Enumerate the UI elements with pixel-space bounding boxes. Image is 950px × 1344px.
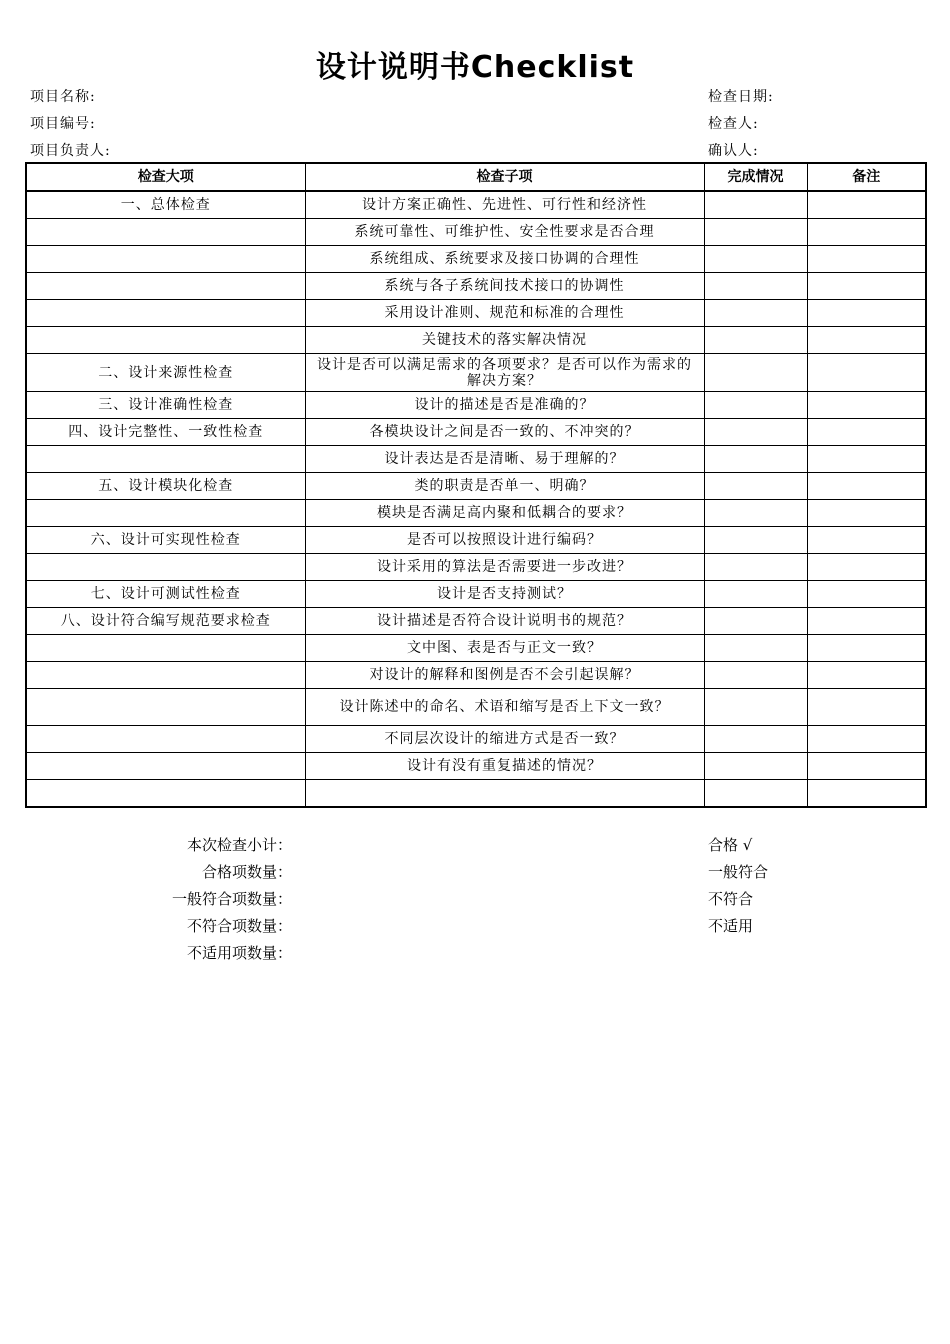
remark-cell[interactable]	[807, 473, 926, 500]
item-cell: 设计陈述中的命名、术语和缩写是否上下文一致？	[305, 689, 704, 726]
category-cell	[26, 327, 305, 354]
remark-cell[interactable]	[807, 446, 926, 473]
header-item: 检查子项	[305, 163, 704, 191]
status-cell[interactable]	[704, 689, 807, 726]
status-cell[interactable]	[704, 500, 807, 527]
item-cell: 系统组成、系统要求及接口协调的合理性	[305, 246, 704, 273]
category-cell: 七、设计可测试性检查	[26, 581, 305, 608]
item-cell: 设计是否可以满足需求的各项要求？是否可以作为需求的解决方案？	[305, 354, 704, 392]
status-cell[interactable]	[704, 273, 807, 300]
status-cell[interactable]	[704, 354, 807, 392]
table-row	[26, 581, 926, 608]
status-cell[interactable]	[704, 246, 807, 273]
status-cell[interactable]	[704, 554, 807, 581]
legend-pass: 合格 √	[708, 836, 753, 854]
remark-cell[interactable]	[807, 191, 926, 219]
category-cell	[26, 662, 305, 689]
table-row	[26, 246, 926, 273]
item-cell: 类的职责是否单一、明确？	[305, 473, 704, 500]
table-row	[26, 473, 926, 500]
category-cell	[26, 446, 305, 473]
item-cell: 各模块设计之间是否一致的、不冲突的？	[305, 419, 704, 446]
remark-cell[interactable]	[807, 780, 926, 808]
item-cell: 系统与各子系统间技术接口的协调性	[305, 273, 704, 300]
table-row	[26, 327, 926, 354]
remark-cell[interactable]	[807, 753, 926, 780]
project-name-label: 项目名称:	[30, 89, 96, 105]
project-number-label: 项目编号:	[30, 116, 96, 132]
status-cell[interactable]	[704, 392, 807, 419]
status-cell[interactable]	[704, 419, 807, 446]
check-date-label: 检查日期:	[708, 89, 774, 105]
category-cell: 三、设计准确性检查	[26, 392, 305, 419]
item-cell: 设计有没有重复描述的情况？	[305, 753, 704, 780]
category-cell: 八、设计符合编写规范要求检查	[26, 608, 305, 635]
category-cell	[26, 753, 305, 780]
category-cell: 五、设计模块化检查	[26, 473, 305, 500]
remark-cell[interactable]	[807, 392, 926, 419]
na-count-label: 不适用项数量：	[186, 944, 292, 962]
item-cell: 关键技术的落实解决情况	[305, 327, 704, 354]
table-row	[26, 273, 926, 300]
table-row	[26, 608, 926, 635]
remark-cell[interactable]	[807, 689, 926, 726]
table-row	[26, 419, 926, 446]
status-cell[interactable]	[704, 753, 807, 780]
category-cell	[26, 500, 305, 527]
category-cell	[26, 273, 305, 300]
legend-fail: 不符合	[708, 890, 754, 908]
status-cell[interactable]	[704, 780, 807, 808]
project-lead-label: 项目负责人:	[30, 143, 111, 159]
status-cell[interactable]	[704, 635, 807, 662]
item-cell: 模块是否满足高内聚和低耦合的要求？	[305, 500, 704, 527]
item-cell: 设计表达是否是清晰、易于理解的？	[305, 446, 704, 473]
item-cell: 设计是否支持测试？	[305, 581, 704, 608]
status-cell[interactable]	[704, 327, 807, 354]
table-row	[26, 392, 926, 419]
remark-cell[interactable]	[807, 554, 926, 581]
item-cell: 采用设计准则、规范和标准的合理性	[305, 300, 704, 327]
table-row	[26, 662, 926, 689]
table-row	[26, 689, 926, 726]
item-cell	[305, 780, 704, 808]
table-row	[26, 554, 926, 581]
pass-count-label: 合格项数量：	[201, 863, 292, 881]
category-cell	[26, 554, 305, 581]
item-cell: 设计采用的算法是否需要进一步改进？	[305, 554, 704, 581]
page-title: 设计说明书Checklist	[315, 50, 635, 85]
category-cell: 一、总体检查	[26, 191, 305, 219]
legend-partial: 一般符合	[708, 863, 769, 881]
remark-cell[interactable]	[807, 726, 926, 753]
header-remark: 备注	[807, 163, 926, 191]
header-category: 检查大项	[26, 163, 305, 191]
confirmer-label: 确认人:	[708, 143, 759, 159]
category-cell	[26, 635, 305, 662]
remark-cell[interactable]	[807, 327, 926, 354]
remark-cell[interactable]	[807, 273, 926, 300]
status-cell[interactable]	[704, 191, 807, 219]
legend-na: 不适用	[708, 917, 754, 935]
remark-cell[interactable]	[807, 300, 926, 327]
header-status: 完成情况	[704, 163, 807, 191]
category-cell	[26, 219, 305, 246]
remark-cell[interactable]	[807, 635, 926, 662]
remark-cell[interactable]	[807, 354, 926, 392]
status-cell[interactable]	[704, 662, 807, 689]
status-cell[interactable]	[704, 219, 807, 246]
category-cell	[26, 780, 305, 808]
table-row	[26, 753, 926, 780]
table-row	[26, 446, 926, 473]
category-cell	[26, 726, 305, 753]
table-row	[26, 780, 926, 808]
remark-cell[interactable]	[807, 662, 926, 689]
checklist-table	[25, 162, 927, 808]
subtotal-label: 本次检查小计：	[186, 836, 292, 854]
category-cell: 二、设计来源性检查	[26, 354, 305, 392]
category-cell: 六、设计可实现性检查	[26, 527, 305, 554]
partial-count-label: 一般符合项数量：	[171, 890, 292, 908]
item-cell: 设计方案正确性、先进性、可行性和经济性	[305, 191, 704, 219]
item-cell: 文中图、表是否与正文一致？	[305, 635, 704, 662]
table-row	[26, 726, 926, 753]
category-cell	[26, 300, 305, 327]
remark-cell[interactable]	[807, 419, 926, 446]
table-row	[26, 527, 926, 554]
status-cell[interactable]	[704, 608, 807, 635]
item-cell: 不同层次设计的缩进方式是否一致？	[305, 726, 704, 753]
inspector-label: 检查人:	[708, 116, 759, 132]
status-cell[interactable]	[704, 726, 807, 753]
remark-cell[interactable]	[807, 527, 926, 554]
fail-count-label: 不符合项数量：	[186, 917, 292, 935]
remark-cell[interactable]	[807, 608, 926, 635]
item-cell: 对设计的解释和图例是否不会引起误解？	[305, 662, 704, 689]
status-cell[interactable]	[704, 581, 807, 608]
category-cell	[26, 246, 305, 273]
remark-cell[interactable]	[807, 246, 926, 273]
item-cell: 是否可以按照设计进行编码？	[305, 527, 704, 554]
table-row	[26, 191, 926, 219]
status-cell[interactable]	[704, 527, 807, 554]
table-row	[26, 635, 926, 662]
remark-cell[interactable]	[807, 581, 926, 608]
table-row	[26, 219, 926, 246]
item-cell: 设计描述是否符合设计说明书的规范？	[305, 608, 704, 635]
table-row	[26, 500, 926, 527]
status-cell[interactable]	[704, 473, 807, 500]
table-row	[26, 300, 926, 327]
remark-cell[interactable]	[807, 219, 926, 246]
category-cell	[26, 689, 305, 726]
table-row	[26, 354, 926, 392]
item-cell: 系统可靠性、可维护性、安全性要求是否合理	[305, 219, 704, 246]
remark-cell[interactable]	[807, 500, 926, 527]
category-cell: 四、设计完整性、一致性检查	[26, 419, 305, 446]
table-header-row	[26, 163, 926, 191]
status-cell[interactable]	[704, 300, 807, 327]
status-cell[interactable]	[704, 446, 807, 473]
item-cell: 设计的描述是否是准确的？	[305, 392, 704, 419]
